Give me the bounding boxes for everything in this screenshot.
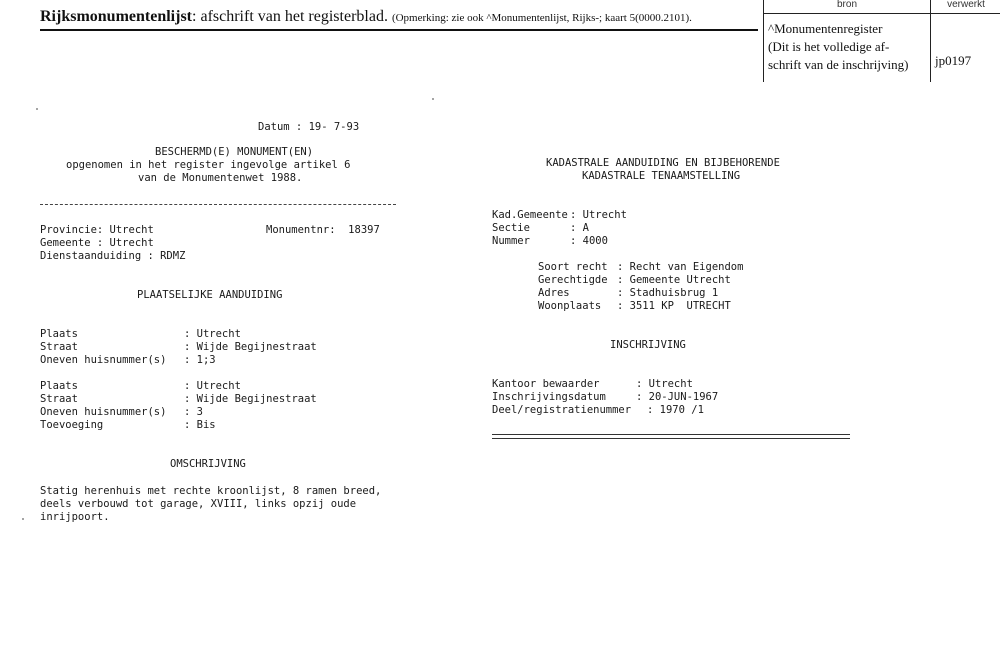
inschrijving-label: Inschrijvingsdatum (492, 391, 606, 403)
dienstaanduiding: Dienstaanduiding : RDMZ (40, 250, 186, 262)
title-rest: : afschrift van het registerblad. (192, 8, 388, 25)
inschrijving-value: : 1970 /1 (647, 404, 704, 416)
addr2-value: : Bis (184, 419, 216, 431)
addr1-label: Straat (40, 341, 78, 353)
recht-value: : 3511 KP UTRECHT (617, 300, 731, 312)
addr1-value: : 1;3 (184, 354, 216, 366)
gemeente: Gemeente : Utrecht (40, 237, 154, 249)
recht-value: : Gemeente Utrecht (617, 274, 731, 286)
inschrijving-value: : Utrecht (636, 378, 693, 390)
recht-label: Gerechtigde (538, 274, 608, 286)
source-divider (930, 0, 931, 82)
source-line: (Dit is het volledige af- (768, 39, 890, 54)
header-rule (40, 29, 758, 31)
addr2-label: Straat (40, 393, 78, 405)
document-title (40, 8, 692, 26)
source-text (768, 20, 928, 74)
kad-value: : Utrecht (570, 209, 627, 221)
source-code: jp0197 (935, 53, 972, 68)
recht-value: : Stadhuisbrug 1 (617, 287, 719, 299)
source-line: schrift van de inschrijving) (768, 57, 909, 72)
addr1-label: Oneven huisnummer(s) (40, 354, 167, 366)
inschrijving-value: : 20-JUN-1967 (636, 391, 719, 403)
inschrijving-label: Deel/registratienummer (492, 404, 632, 416)
heading-beschermd: BESCHERMD(E) MONUMENT(EN) (155, 146, 314, 158)
datum: Datum : 19- 7-93 (258, 121, 360, 133)
kad-value: : A (570, 222, 589, 234)
heading-opgenomen: opgenomen in het register ingevolge artikel 6 (66, 159, 351, 171)
heading-monumentenwet: van de Monumentenwet 1988. (138, 172, 303, 184)
monumentnr: Monumentnr: 18397 (266, 224, 380, 236)
omschrijving-line: Statig herenhuis met rechte kroonlijst, 8 ramen breed, (40, 485, 382, 497)
col-verwerkt: verwerkt (947, 0, 985, 10)
addr2-label: Plaats (40, 380, 78, 392)
addr2-value: : 3 (184, 406, 203, 418)
recht-value: : Recht van Eigendom (617, 261, 744, 273)
source-line: ^Monumentenregister (768, 21, 883, 36)
recht-label: Woonplaats (538, 300, 602, 312)
addr1-value: : Utrecht (184, 328, 241, 340)
title-note: (Opmerking: zie ook ^Monumentenlijst, Rijks-; kaart 5(0000.2101). (391, 12, 692, 24)
heading-plaatselijke: PLAATSELIJKE AANDUIDING (137, 289, 283, 301)
col-bron: bron (836, 0, 857, 10)
closing-rule (492, 434, 850, 439)
heading-omschrijving: OMSCHRIJVING (170, 458, 246, 470)
addr2-label: Toevoeging (40, 419, 104, 431)
omschrijving-line: inrijpoort. (40, 511, 110, 523)
kad-label: Nummer (492, 235, 530, 247)
title-bold: Rijksmonumentenlijst (40, 8, 193, 25)
provincie: Provincie: Utrecht (40, 224, 154, 236)
scan-speck (22, 518, 24, 520)
source-box (763, 0, 1000, 82)
addr2-label: Oneven huisnummer(s) (40, 406, 167, 418)
kad-label: Sectie (492, 222, 530, 234)
recht-label: Adres (538, 287, 570, 299)
addr1-value: : Wijde Begijnestraat (184, 341, 317, 353)
kad-value: : 4000 (570, 235, 608, 247)
recht-label: Soort recht (538, 261, 608, 273)
scan-speck (432, 98, 434, 100)
omschrijving-line: deels verbouwd tot garage, XVIII, links opzij oude (40, 498, 357, 510)
heading-inschrijving: INSCHRIJVING (610, 339, 686, 351)
kad-label: Kad.Gemeente (492, 209, 568, 221)
source-header (764, 0, 1000, 14)
addr2-value: : Wijde Begijnestraat (184, 393, 317, 405)
inschrijving-label: Kantoor bewaarder (492, 378, 600, 390)
divider-rule (40, 204, 396, 205)
addr2-value: : Utrecht (184, 380, 241, 392)
heading-kadastrale: KADASTRALE AANDUIDING EN BIJBEHORENDE (546, 157, 780, 169)
scan-speck (36, 108, 38, 110)
addr1-label: Plaats (40, 328, 78, 340)
heading-tenaamstelling: KADASTRALE TENAAMSTELLING (582, 170, 741, 182)
